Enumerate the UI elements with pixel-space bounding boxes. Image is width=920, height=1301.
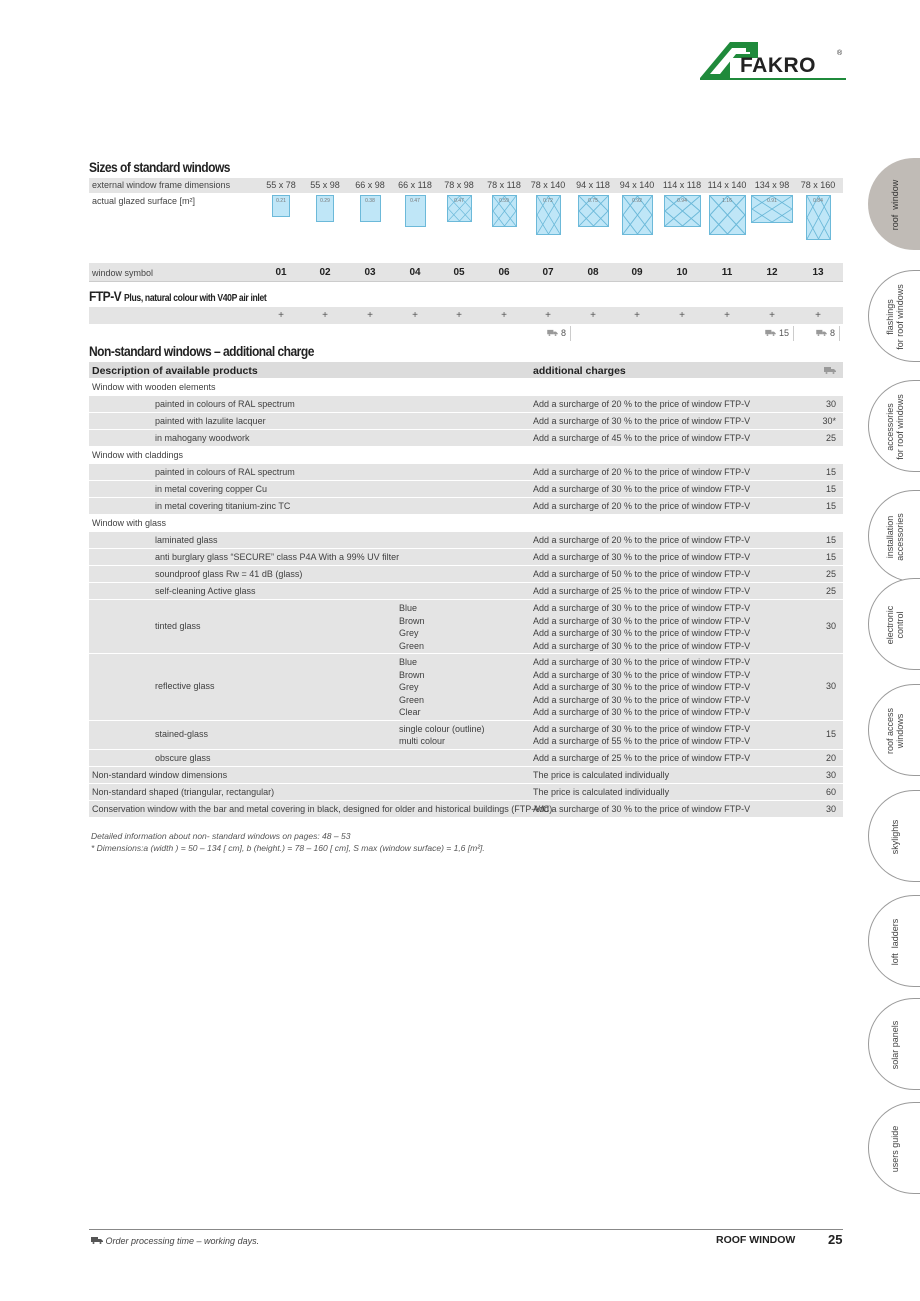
- row-charge: Add a surcharge of 30 % to the price of window FTP-V: [533, 628, 751, 638]
- glazed-value: 0.59: [499, 198, 509, 204]
- table-row: [89, 600, 843, 654]
- window-symbol: 11: [721, 267, 733, 278]
- window-thumbnail: [316, 195, 334, 222]
- page-number: 25: [828, 1232, 843, 1247]
- row-description: painted with lazulite lacquer: [155, 416, 266, 426]
- row-option: multi colour: [399, 736, 446, 746]
- sizes-table: [89, 178, 843, 282]
- window-thumbnail: [622, 195, 653, 235]
- row-description: obscure glass: [155, 752, 211, 763]
- row-days: 30: [825, 621, 836, 631]
- availability-mark: +: [634, 310, 640, 321]
- side-tab[interactable]: [868, 490, 920, 582]
- row-charge: Add a surcharge of 20 % to the price of window FTP-V: [533, 467, 751, 477]
- table-row: [89, 464, 843, 481]
- glazed-value: 0.91: [767, 198, 777, 204]
- table-row: [89, 784, 843, 801]
- row-option: Grey: [399, 628, 419, 638]
- row-description: reflective glass: [155, 681, 215, 692]
- group-label: Window with wooden elements: [92, 382, 216, 392]
- window-symbol: 13: [812, 267, 824, 278]
- row-charge: Add a surcharge of 45 % to the price of window FTP-V: [533, 433, 751, 443]
- glazed-value: 0.21: [276, 198, 286, 204]
- row-days: 15: [825, 535, 836, 545]
- row-charge: Add a surcharge of 20 % to the price of window FTP-V: [533, 501, 751, 511]
- row-days: 15: [825, 729, 836, 739]
- row-charge: Add a surcharge of 30 % to the price of window FTP-V: [533, 694, 751, 705]
- glazed-value: 0.75: [588, 198, 598, 204]
- row-days: 20: [825, 752, 836, 763]
- window-symbol: 03: [364, 267, 376, 278]
- side-tabs: [868, 0, 920, 1301]
- availability-mark: +: [679, 310, 685, 321]
- ftpv-model: FTP-V: [89, 288, 122, 304]
- frame-dimension: 114 x 140: [707, 180, 747, 190]
- row-description: self-cleaning Active glass: [155, 586, 256, 596]
- row-charge: Add a surcharge of 30 % to the price of window FTP-V: [533, 723, 751, 734]
- table-row: [89, 583, 843, 600]
- glazed-surface-row: [89, 193, 843, 263]
- window-symbol: 04: [409, 267, 421, 278]
- row-option: Green: [399, 694, 425, 705]
- side-tab-label: loft ladders: [890, 918, 900, 966]
- group-label: Window with glass: [92, 518, 167, 528]
- frame-dimensions-row: [89, 178, 843, 193]
- row-days: 15: [825, 501, 836, 511]
- row-charge: Add a surcharge of 30 % to the price of window FTP-V: [533, 669, 751, 680]
- frame-dimension: 134 x 98: [754, 180, 790, 190]
- row-description: laminated glass: [155, 535, 218, 545]
- side-tab-label: roof window: [890, 179, 900, 231]
- glazed-value: 0.92: [632, 198, 642, 204]
- frame-dimension: 78 x 98: [444, 180, 474, 190]
- side-tab-label: skylights: [890, 819, 900, 855]
- row-charge: Add a surcharge of 30 % to the price of window FTP-V: [533, 484, 751, 494]
- window-thumbnail: [272, 195, 290, 217]
- glazed-surface-label: actual glazed surface [m²]: [92, 196, 196, 206]
- availability-mark: +: [501, 310, 507, 321]
- window-symbol: 12: [766, 267, 778, 278]
- glazed-value: 1.16: [722, 198, 732, 204]
- table-row: [89, 532, 843, 549]
- window-symbol: 09: [631, 267, 643, 278]
- row-charge: Add a surcharge of 30 % to the price of window FTP-V: [533, 416, 751, 426]
- side-tab[interactable]: [868, 578, 920, 670]
- note-pages: Detailed information about non- standard windows on pages: 48 – 53: [91, 831, 351, 841]
- row-option: Green: [399, 640, 425, 651]
- window-thumbnail: [751, 195, 793, 223]
- row-description: Non-standard window dimensions: [92, 769, 228, 780]
- glazed-value: 0.38: [365, 198, 375, 204]
- row-charges: [533, 723, 750, 748]
- group-row: [89, 515, 843, 532]
- lead-time-value: 8: [829, 328, 835, 338]
- footer-section-title: ROOF WINDOW: [716, 1234, 796, 1246]
- row-options: [399, 602, 425, 652]
- side-tab-label: roof access windows: [885, 707, 905, 755]
- row-option: Blue: [399, 657, 418, 667]
- side-tab[interactable]: [868, 998, 920, 1090]
- row-option: Brown: [399, 615, 425, 626]
- group-row: [89, 379, 843, 396]
- window-symbol: 08: [587, 267, 599, 278]
- row-charge: Add a surcharge of 30 % to the price of window FTP-V: [533, 615, 751, 626]
- group-row: [89, 447, 843, 464]
- window-symbol-label: window symbol: [92, 268, 154, 278]
- side-tab[interactable]: [868, 270, 920, 362]
- glazed-value: 0.84: [813, 198, 823, 204]
- availability-mark: +: [545, 310, 551, 321]
- row-description: soundproof glass Rw = 41 dB (glass): [155, 569, 303, 579]
- window-thumbnail: [492, 195, 517, 227]
- glazed-value: 0.47: [410, 198, 420, 204]
- glazed-value: 0.47: [454, 198, 464, 204]
- row-days: 15: [825, 484, 836, 494]
- row-charge: Add a surcharge of 30 % to the price of window FTP-V: [533, 707, 751, 717]
- table-row: [89, 481, 843, 498]
- side-tab[interactable]: [868, 1102, 920, 1194]
- frame-dimension: 78 x 118: [487, 180, 521, 190]
- window-symbol-row: [89, 263, 843, 282]
- truck-icon: [547, 328, 558, 338]
- row-charge: Add a surcharge of 30 % to the price of window FTP-V: [533, 803, 751, 814]
- ftpv-lead-time-row: [89, 325, 843, 342]
- row-days: 25: [825, 586, 836, 596]
- lead-time-cell: [795, 326, 840, 341]
- logo-text: FAKRO: [740, 54, 816, 77]
- window-symbol: 02: [319, 267, 331, 278]
- row-charge: Add a surcharge of 30 % to the price of window FTP-V: [533, 552, 751, 562]
- availability-mark: +: [724, 310, 730, 321]
- row-option: Blue: [399, 603, 418, 613]
- ftpv-title: [89, 288, 266, 304]
- side-tab-label: installation accessories: [885, 513, 905, 561]
- frame-dimensions-label: external window frame dimensions: [92, 180, 231, 190]
- window-thumbnail: [806, 195, 831, 240]
- frame-dimension: 78 x 140: [530, 180, 566, 190]
- row-description: painted in colours of RAL spectrum: [155, 467, 295, 477]
- row-charge: Add a surcharge of 30 % to the price of window FTP-V: [533, 682, 751, 692]
- row-days: 30: [825, 681, 836, 692]
- window-thumbnail: [447, 195, 472, 222]
- row-days: 30*: [822, 416, 836, 426]
- footer-divider: [89, 1229, 843, 1230]
- lead-time-cell: [526, 326, 571, 341]
- notes: [91, 830, 485, 854]
- availability-mark: +: [412, 310, 418, 321]
- window-symbol: 01: [275, 267, 287, 278]
- side-tab[interactable]: [868, 158, 920, 250]
- row-days: 30: [825, 803, 836, 814]
- nonstd-table: [89, 362, 843, 818]
- window-thumbnail: [664, 195, 701, 227]
- table-row: [89, 396, 843, 413]
- table-row: [89, 721, 843, 750]
- row-charge: Add a surcharge of 50 % to the price of window FTP-V: [533, 569, 751, 579]
- frame-dimension: 78 x 160: [800, 180, 836, 190]
- fakro-logo: [700, 38, 846, 80]
- row-description: stained-glass: [155, 729, 209, 739]
- lead-time-value: 8: [560, 328, 566, 338]
- side-tab-label: solar panels: [890, 1020, 900, 1070]
- glazed-value: 0.72: [543, 198, 553, 204]
- row-charge: Add a surcharge of 20 % to the price of window FTP-V: [533, 535, 751, 545]
- row-option: Clear: [399, 707, 421, 717]
- footer-note: [91, 1236, 259, 1246]
- footer-note-text: Order processing time – working days.: [105, 1236, 260, 1246]
- header-description: Description of available products: [92, 365, 258, 377]
- row-charges: [533, 602, 750, 652]
- truck-icon: [91, 1236, 106, 1246]
- row-charge: Add a surcharge of 25 % to the price of window FTP-V: [533, 752, 751, 763]
- row-description: painted in colours of RAL spectrum: [155, 399, 295, 409]
- table-row: [89, 654, 843, 721]
- row-options: [399, 656, 425, 719]
- row-description: Non-standard shaped (triangular, rectangular): [92, 786, 275, 797]
- truck-icon: [765, 328, 776, 338]
- row-days: 15: [825, 552, 836, 562]
- lead-time-value: 15: [778, 328, 789, 338]
- glazed-value: 0.29: [320, 198, 330, 204]
- row-description: tinted glass: [155, 621, 201, 631]
- row-options: [399, 723, 485, 748]
- ftpv-availability-row: [89, 307, 843, 324]
- group-label: Window with claddings: [92, 450, 184, 460]
- side-tab[interactable]: [868, 895, 920, 987]
- row-charge: Add a surcharge of 20 % to the price of window FTP-V: [533, 399, 751, 409]
- row-description: Conservation window with the bar and metal covering in black, designed for older and historical buildings (FTP-V/C): [92, 803, 553, 814]
- header-charges: additional charges: [533, 365, 626, 377]
- table-row: [89, 549, 843, 566]
- side-tab-label: flashings for roof windows: [885, 284, 905, 350]
- window-symbol: 05: [453, 267, 465, 278]
- ftpv-subtitle: Plus, natural colour with V40P air inlet: [124, 293, 267, 304]
- row-option: Brown: [399, 669, 425, 680]
- window-symbol: 06: [498, 267, 510, 278]
- availability-mark: +: [367, 310, 373, 321]
- window-thumbnail: [578, 195, 609, 227]
- glazed-value: 0.94: [677, 198, 687, 204]
- row-days: 30: [825, 399, 836, 409]
- sizes-title: Sizes of standard windows: [89, 159, 230, 175]
- frame-dimension: 94 x 140: [619, 180, 655, 190]
- frame-dimension: 55 x 98: [310, 180, 340, 190]
- window-thumbnail: [536, 195, 561, 235]
- side-tab[interactable]: [868, 790, 920, 882]
- frame-dimension: 66 x 98: [355, 180, 385, 190]
- availability-mark: +: [456, 310, 462, 321]
- side-tab[interactable]: [868, 684, 920, 776]
- lead-time-cell: [749, 326, 794, 341]
- availability-mark: +: [322, 310, 328, 321]
- row-days: 25: [825, 433, 836, 443]
- row-charge: Add a surcharge of 30 % to the price of window FTP-V: [533, 640, 751, 651]
- nonstd-header-row: [89, 362, 843, 379]
- frame-dimension: 66 x 118: [398, 180, 432, 190]
- truck-icon: [816, 328, 827, 338]
- row-charge: The price is calculated individually: [533, 769, 670, 780]
- table-row: [89, 767, 843, 784]
- row-charges: [533, 656, 750, 719]
- row-days: 15: [825, 467, 836, 477]
- table-row: [89, 566, 843, 583]
- availability-mark: +: [590, 310, 596, 321]
- row-charge: Add a surcharge of 30 % to the price of window FTP-V: [533, 603, 751, 613]
- row-days: 25: [825, 569, 836, 579]
- nonstd-title: Non-standard windows – additional charge: [89, 343, 314, 359]
- window-symbol: 07: [542, 267, 554, 278]
- row-days: 30: [825, 769, 836, 780]
- side-tab-label: users guide: [890, 1125, 900, 1173]
- side-tab[interactable]: [868, 380, 920, 472]
- window-thumbnail: [405, 195, 426, 227]
- note-dimensions: * Dimensions:a (width ) = 50 – 134 [ cm], b (height.) = 78 – 160 [ cm], S max (window surface) = 1,6 [m²].: [91, 843, 485, 853]
- table-row: [89, 413, 843, 430]
- table-row: [89, 498, 843, 515]
- window-symbol: 10: [676, 267, 688, 278]
- availability-mark: +: [769, 310, 775, 321]
- frame-dimension: 55 x 78: [266, 180, 296, 190]
- row-option: Grey: [399, 682, 419, 692]
- row-description: in mahogany woodwork: [155, 433, 250, 443]
- table-row: [89, 430, 843, 447]
- window-thumbnail: [360, 195, 381, 222]
- side-tab-label: accessories for roof windows: [885, 394, 905, 460]
- frame-dimension: 114 x 118: [662, 180, 702, 190]
- row-charge: The price is calculated individually: [533, 786, 670, 797]
- frame-dimension: 94 x 118: [576, 180, 610, 190]
- row-option: single colour (outline): [399, 723, 485, 734]
- availability-mark: +: [815, 310, 821, 321]
- availability-mark: +: [278, 310, 284, 321]
- table-row: [89, 801, 843, 818]
- row-days: 60: [825, 786, 836, 797]
- row-description: anti burglary glass “SECURE” class P4A With a 99% UV filter: [155, 552, 400, 562]
- table-row: [89, 750, 843, 767]
- row-description: in metal covering copper Cu: [155, 484, 268, 494]
- logo-registered: ®: [837, 50, 843, 57]
- row-charge: Add a surcharge of 55 % to the price of window FTP-V: [533, 736, 751, 746]
- truck-icon: [824, 365, 836, 377]
- row-charge: Add a surcharge of 30 % to the price of window FTP-V: [533, 657, 751, 667]
- row-charge: Add a surcharge of 25 % to the price of window FTP-V: [533, 586, 751, 596]
- window-thumbnail: [709, 195, 746, 235]
- side-tab-label: electronic control: [885, 605, 905, 645]
- row-description: in metal covering titanium-zinc TC: [155, 501, 291, 511]
